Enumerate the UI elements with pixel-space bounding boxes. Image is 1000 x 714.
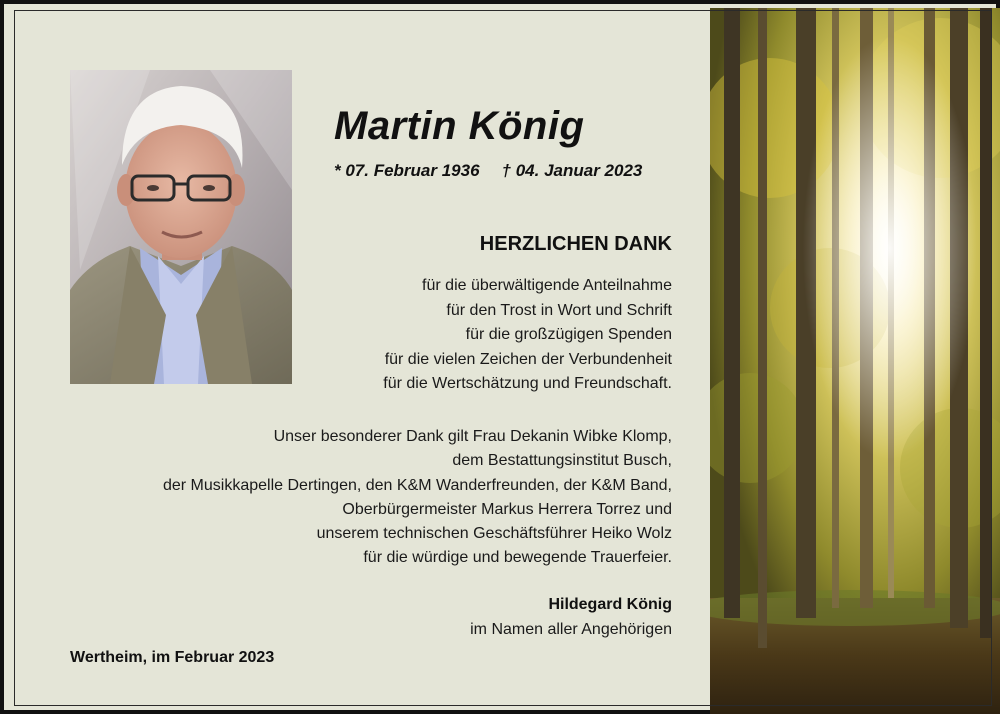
- place-date: Wertheim, im Februar 2023: [70, 649, 275, 666]
- special-thanks-line: Unser besonderer Dank gilt Frau Dekanin Wibke Klomp,: [273, 428, 672, 445]
- forest-image: [710, 8, 1000, 714]
- death-date: † 04. Januar 2023: [501, 161, 643, 180]
- thanks-line: für die großzügigen Spenden: [465, 326, 672, 343]
- thanks-line: für die überwältigende Anteilnahme: [422, 277, 672, 294]
- thanks-heading: HERZLICHEN DANK: [479, 233, 672, 255]
- special-thanks-line: unserem technischen Geschäftsführer Heiko Wolz: [316, 525, 672, 543]
- thanks-line: für die Wertschätzung und Freundschaft.: [383, 375, 672, 392]
- thanks-line: für die vielen Zeichen der Verbundenheit: [384, 350, 672, 368]
- portrait-photo: [70, 70, 292, 384]
- special-thanks-line: dem Bestattungsinstitut Busch,: [452, 452, 672, 470]
- deceased-name: Martin König: [334, 104, 585, 148]
- special-thanks: [163, 425, 672, 571]
- special-thanks-line: der Musikkapelle Dertingen, den K&M Wanderfreunden, der K&M Band,: [162, 476, 672, 494]
- life-dates: [334, 161, 642, 181]
- thanks-list: [383, 274, 672, 397]
- special-thanks-line: Oberbürgermeister Markus Herrera Torrez und: [342, 500, 672, 518]
- signatory-name: Hildegard König: [548, 596, 672, 613]
- special-thanks-line: für die würdige und bewegende Trauerfeier.: [363, 549, 672, 567]
- thanks-line: für den Trost in Wort und Schrift: [446, 301, 672, 319]
- signatory-note: im Namen aller Angehörigen: [470, 621, 672, 638]
- birth-date: * 07. Februar 1936: [334, 161, 480, 180]
